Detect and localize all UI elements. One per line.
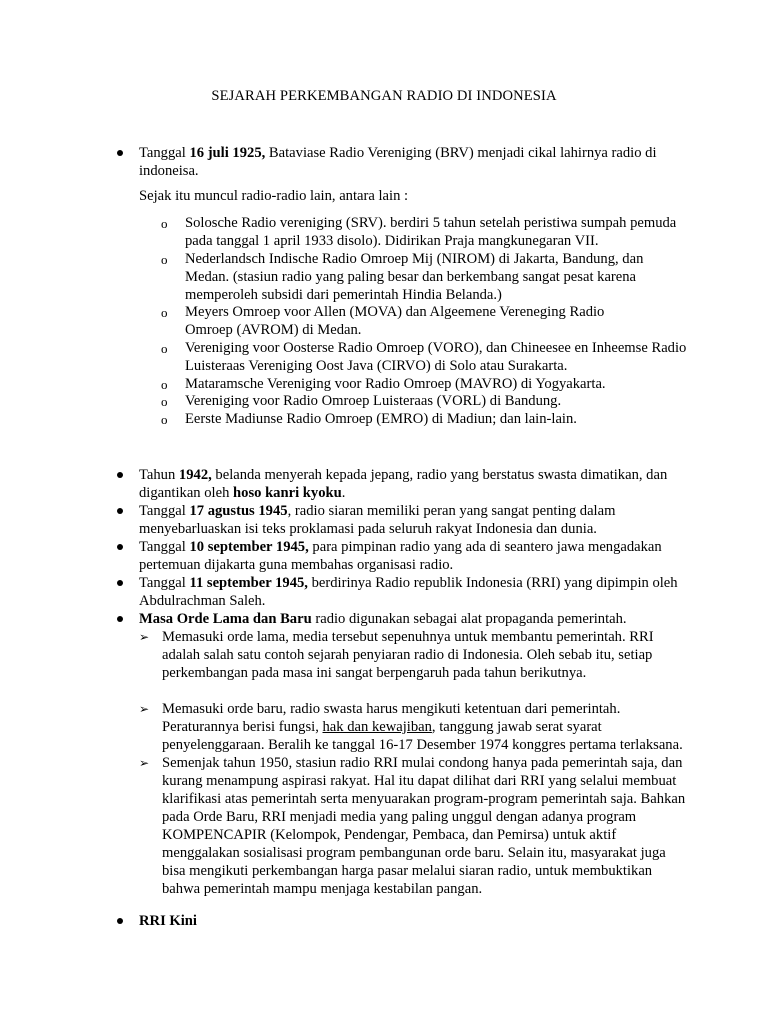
circle-bullet-icon: o: [161, 394, 168, 409]
circle-bullet-icon: o: [161, 412, 168, 427]
bullet-icon: [117, 508, 123, 514]
list-item: Mataramsche Vereniging voor Radio Omroep (MAVRO) di Yogyakarta.: [185, 376, 606, 392]
list-item: Meyers Omroep voor Allen (MOVA) dan Algeemene Vereneging Radio: [185, 304, 605, 320]
para-11-september-cont: Abdulrachman Saleh.: [139, 593, 266, 609]
bullet-icon: [117, 616, 123, 622]
list-item-cont: pada tanggal 1 april 1933 disolo). Didirikan Praja mangkunegaran VII.: [185, 233, 599, 249]
arrow-item-cont: KOMPENCAPIR (Kelompok, Pendengar, Pembaca, dan Pemirsa) untuk aktif: [162, 827, 617, 843]
bullet-icon: [117, 472, 123, 478]
circle-bullet-icon: o: [161, 216, 168, 231]
list-item: Solosche Radio vereniging (SRV). berdiri 5 tahun setelah peristiwa sumpah pemuda: [185, 215, 677, 231]
bullet-icon: [117, 150, 123, 156]
list-item-cont: memperoleh subsidi dari pemerintah Hindia Belanda.): [185, 287, 502, 303]
arrow-item: Memasuki orde lama, media tersebut sepenuhnya untuk membantu pemerintah. RRI: [162, 629, 654, 645]
circle-bullet-icon: o: [161, 305, 168, 320]
arrow-item-cont: adalah salah satu contoh sejarah penyiaran radio di Indonesia. Oleh sebab itu, setiap: [162, 647, 653, 663]
arrow-item-cont: kurang menampung aspirasi rakyat. Hal itu dapat dilihat dari RRI yang selalui membuat: [162, 773, 677, 789]
list-item: Vereniging voor Oosterse Radio Omroep (VORO), dan Chineesee en Inheemse Radio: [185, 340, 687, 356]
arrow-item-cont: pada Orde Baru, RRI menjadi media yang paling unggul dengan adanya program: [162, 809, 637, 825]
para-17-agustus-cont: menyebarluaskan isi teks proklamasi pada seluruh rakyat Indonesia dan dunia.: [139, 521, 597, 537]
arrow-item-cont: bisa mengikuti perkembangan harga pasar melalui siaran radio, untuk membuktikan: [162, 863, 653, 879]
arrow-item-cont: penyelenggaraan. Beralih ke tanggal 16-17 Desember 1974 konggres pertama terlaksana.: [162, 737, 683, 753]
list-item: Vereniging voor Radio Omroep Luisteraas (VORL) di Bandung.: [185, 393, 562, 409]
para-1925: Tanggal 16 juli 1925, Bataviase Radio Vereniging (BRV) menjadi cikal lahirnya radio di: [139, 145, 657, 161]
arrow-item: Semenjak tahun 1950, stasiun radio RRI mulai condong hanya pada pemerintah saja, dan: [162, 755, 683, 771]
para-1925-cont: indoneisa.: [139, 163, 199, 179]
arrow-item-cont: Peraturannya berisi fungsi, hak dan kewajiban, tanggung jawab serat syarat: [162, 719, 602, 735]
arrow-item-cont: menggalakan sosialisasi program pembangunan orde baru. Selain itu, masyarakat juga: [162, 845, 666, 861]
circle-bullet-icon: o: [161, 377, 168, 392]
arrow-item-cont: klarifikasi atas pemerintah serta menyuarakan program-program pemerintah saja. Bahkan: [162, 791, 686, 807]
page-title: SEJARAH PERKEMBANGAN RADIO DI INDONESIA: [211, 88, 557, 104]
para-orde: Masa Orde Lama dan Baru radio digunakan sebagai alat propaganda pemerintah.: [139, 611, 627, 627]
arrow-bullet-icon: ➢: [139, 702, 150, 716]
heading-rri-kini: RRI Kini: [139, 913, 197, 929]
circle-bullet-icon: o: [161, 341, 168, 356]
arrow-item: Memasuki orde baru, radio swasta harus mengikuti ketentuan dari pemerintah.: [162, 701, 621, 717]
para-10-september: Tanggal 10 september 1945, para pimpinan radio yang ada di seantero jawa mengadakan: [139, 539, 662, 555]
arrow-bullet-icon: ➢: [139, 756, 150, 770]
para-1942: Tahun 1942, belanda menyerah kepada jepang, radio yang berstatus swasta dimatikan, dan: [139, 467, 668, 483]
list-item: Nederlandsch Indische Radio Omroep Mij (NIROM) di Jakarta, Bandung, dan: [185, 251, 644, 267]
circle-bullet-icon: o: [161, 252, 168, 267]
arrow-item-cont: perkembangan pada masa ini sangat berpengaruh pada tahun berikutnya.: [162, 665, 587, 681]
list-item-cont: Medan. (stasiun radio yang paling besar dan berkembang sangat pesat karena: [185, 269, 637, 285]
bullet-icon: [117, 918, 123, 924]
list-item-cont: Luisteraas Vereniging Oost Java (CIRVO) di Solo atau Surakarta.: [185, 358, 568, 374]
para-17-agustus: Tanggal 17 agustus 1945, radio siaran memiliki peran yang sangat penting dalam: [139, 503, 616, 519]
bullet-icon: [117, 580, 123, 586]
para-11-september: Tanggal 11 september 1945, berdirinya Radio republik Indonesia (RRI) yang dipimpin oleh: [139, 575, 678, 591]
arrow-item-cont: bahwa pemerintah mampu menjaga kestabilan pangan.: [162, 881, 483, 897]
bullet-icon: [117, 544, 123, 550]
intro-text: Sejak itu muncul radio-radio lain, antara lain :: [139, 188, 409, 204]
arrow-bullet-icon: ➢: [139, 630, 150, 644]
para-10-september-cont: pertemuan dijakarta guna membahas organisasi radio.: [139, 557, 454, 573]
list-item: Eerste Madiunse Radio Omroep (EMRO) di Madiun; dan lain-lain.: [185, 411, 577, 427]
para-1942-cont: digantikan oleh hoso kanri kyoku.: [139, 485, 346, 501]
list-item-cont: Omroep (AVROM) di Medan.: [185, 322, 362, 338]
